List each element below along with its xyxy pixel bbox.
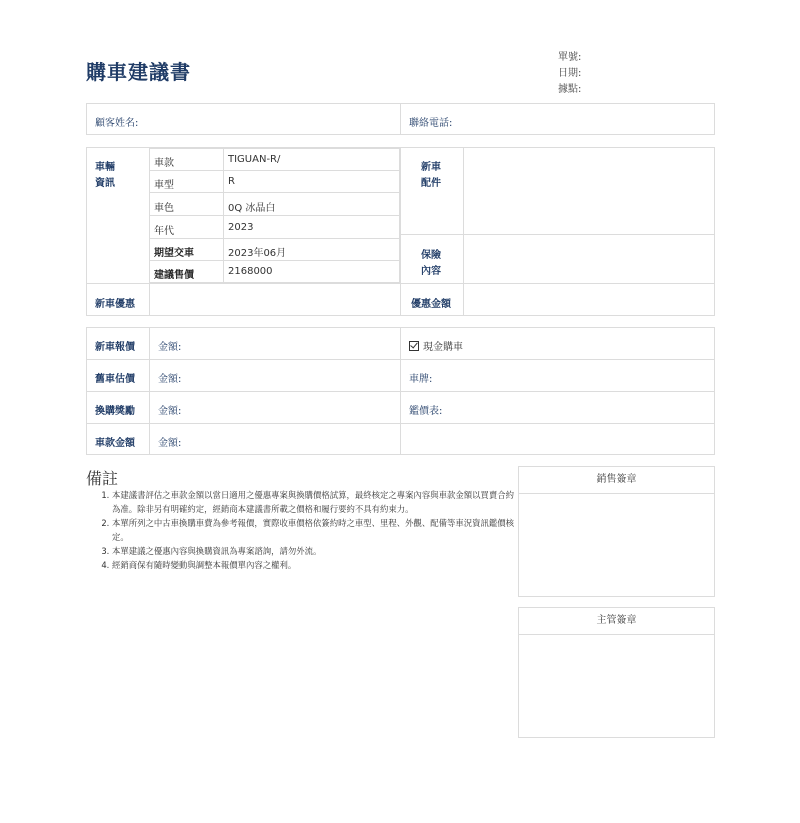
new-car-amount-label: 金額: — [158, 342, 182, 353]
vehicle-total-amount-label: 金額: — [158, 438, 182, 449]
trade-in-bonus-amount-label: 金額: — [158, 406, 182, 417]
spec-label-delivery: 期望交車 — [154, 248, 194, 259]
spec-label-color: 車色 — [154, 203, 174, 214]
location-label: 據點: — [558, 84, 582, 95]
insurance-label-1: 保險 — [421, 250, 441, 261]
spec-value-delivery: 2023年06月 — [228, 248, 287, 259]
accessories-label-2: 配件 — [421, 178, 441, 189]
customer-phone-label: 聯絡電話: — [409, 118, 453, 129]
page-title: 購車建議書 — [86, 60, 191, 84]
license-plate-label: 車牌: — [409, 374, 433, 385]
spec-label-price: 建議售價 — [154, 270, 194, 281]
trade-in-valuation-label: 舊車估價 — [95, 374, 135, 385]
note-item: 2. 本單所列之中古車換購車費為參考報價，實際收車價格依簽約時之車型、里程、外觀、配備等車況資訊鑑價核定。 — [112, 516, 520, 544]
note-item: 4. 經銷商保有隨時變動與調整本報價單內容之權利。 — [112, 558, 520, 572]
vehicle-total-label: 車款金額 — [95, 438, 135, 449]
new-car-quote-label: 新車報價 — [95, 342, 135, 353]
note-item: 1. 本建議書評估之車款金額以當日適用之優惠專案與換購價格試算，最終核定之專案內容與車款金額以買賣合約為准。除非另有明確約定，經銷商本建議書所載之價格和履行要約不具有約束力。 — [112, 488, 520, 516]
cash-purchase-option[interactable] — [409, 338, 463, 353]
trade-in-amount-label: 金額: — [158, 374, 182, 385]
spec-label-type: 車型 — [154, 180, 174, 191]
spec-value-type: R — [228, 176, 235, 187]
manager-signature-box[interactable] — [518, 607, 715, 738]
trade-in-bonus-label: 換購獎勵 — [95, 406, 135, 417]
vehicle-section-label-2: 資訊 — [95, 178, 115, 189]
promo-amount-label: 優惠金額 — [411, 299, 451, 310]
note-item: 3. 本單建議之優惠內容與換購資訊為專案諮詢，請勿外流。 — [112, 544, 520, 558]
checkbox-checked-icon[interactable] — [409, 341, 419, 351]
spec-label-model: 車款 — [154, 158, 174, 169]
spec-value-model: TIGUAN-R/ — [228, 154, 281, 165]
notes-list — [94, 488, 520, 572]
spec-value-year: 2023 — [228, 222, 254, 233]
insurance-label-2: 內容 — [421, 266, 441, 277]
sales-signature-box[interactable] — [518, 466, 715, 597]
cash-purchase-label: 現金購車 — [423, 342, 463, 353]
notes-title: 備註 — [86, 469, 119, 488]
date-label: 日期: — [558, 68, 582, 79]
spec-label-year: 年代 — [154, 226, 174, 237]
appraisal-sheet-label: 鑑價表: — [409, 406, 443, 417]
spec-value-price: 2168000 — [228, 266, 273, 277]
promo-label: 新車優惠 — [95, 299, 135, 310]
order-number-label: 單號: — [558, 52, 582, 63]
customer-name-label: 顧客姓名: — [95, 118, 139, 129]
sales-signature-label: 銷售簽章 — [519, 467, 714, 494]
spec-value-color: 0Q 冰晶白 — [228, 203, 276, 214]
accessories-label-1: 新車 — [421, 162, 441, 173]
vehicle-section-label-1: 車輛 — [95, 162, 115, 173]
manager-signature-label: 主管簽章 — [519, 608, 714, 635]
